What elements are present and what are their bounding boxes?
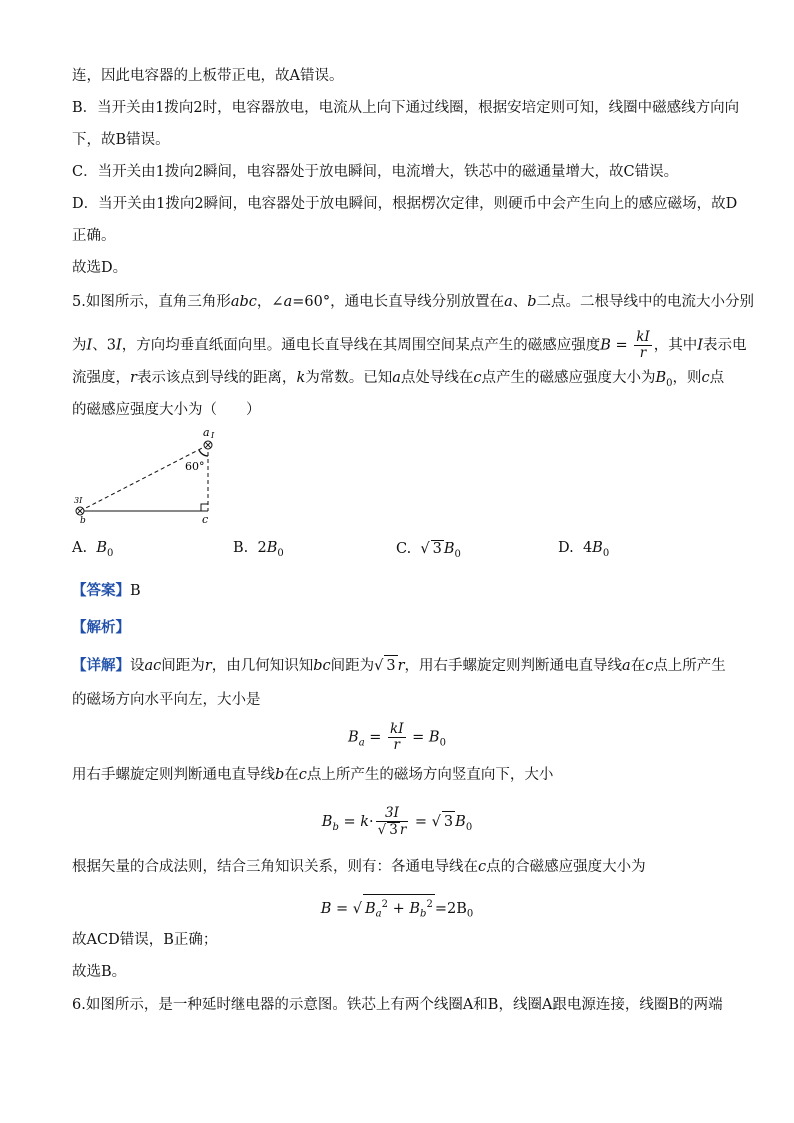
right-angle-mark [201, 504, 208, 511]
label-c: c [202, 513, 209, 525]
label-a-current: I [211, 431, 215, 440]
detail-line-4: 根据矢量的合成法则，结合三角知识关系，则有：各通电导线在c点的合磁感应强度大小为 [72, 859, 646, 875]
text-line: C．当开关由1拨向2瞬间，电容器处于放电瞬间，电流增大，铁芯中的磁通量增大，故C错误。 [72, 164, 679, 180]
answer-line: 【答案】B [72, 582, 141, 599]
analysis-label: 【解析】 [72, 619, 130, 636]
text-line: D．当开关由1拨向2瞬间，电容器处于放电瞬间，根据楞次定律，则硬币中会产生向上的感应磁场，故D [72, 196, 738, 212]
question-5-line-4: 的磁感应强度大小为（ ） [72, 402, 261, 418]
formula-fraction: $\frac{kI}{r}$ [636, 329, 650, 361]
option-b[interactable]: B. $2B_0$ [233, 540, 284, 559]
label-b: b [80, 516, 86, 525]
text-line: 正确。 [72, 228, 116, 244]
label-angle: 60° [185, 460, 205, 473]
detail-line-1: 【详解】设ac间距为r，由几何知识知bc间距为√ 3 r，用右手螺旋定则判断通电直导线a在c点上所产生 [72, 657, 726, 674]
text-line: 连，因此电容器的上板带正电，故A错误。 [72, 68, 344, 84]
text-line: B．当开关由1拨向2时，电容器放电，电流从上向下通过线圈，根据安培定则可知，线圈中磁感线方向向 [72, 100, 740, 116]
equation-3: B = √ $B_a^2 + B_b^2 =2B_0$ [0, 894, 794, 925]
option-c[interactable]: C. √ 3 $B_0$ [396, 541, 461, 560]
label-b-current: 3I [74, 496, 83, 505]
wire-b-cross-icon [76, 507, 84, 515]
detail-line-5: 故ACD错误，B正确； [72, 932, 218, 948]
option-d[interactable]: D. $4B_0$ [558, 540, 610, 559]
question-5-line-3: 流强度，r表示该点到导线的距离，k为常数。已知a点处导线在c点产生的磁感应强度大小为$B_0$，则c点 [72, 370, 725, 389]
angle-arc [199, 450, 208, 456]
wire-a-cross-icon [204, 441, 212, 449]
option-a[interactable]: A. $B_0$ [72, 540, 114, 559]
edge-ab [80, 445, 208, 511]
label-a: a [203, 426, 210, 439]
detail-line-2: 的磁场方向水平向左，大小是 [72, 692, 261, 708]
equation-1: $B_a$ = $\frac{kI}{r}$ = $B_0$ [348, 721, 446, 753]
text-line: 故选D。 [72, 260, 128, 276]
triangle-figure [68, 425, 228, 525]
detail-line-3: 用右手螺旋定则判断通电直导线b在c点上所产生的磁场方向竖直向下，大小 [72, 767, 554, 783]
equation-2: $B_b = k\cdot$ $\frac{3I}{√ 3 r}$ = √ 3 $B_0$ [321, 805, 473, 838]
detail-line-6: 故选B。 [72, 964, 127, 980]
question-5-line-1: 5.如图所示，直角三角形abc，∠a=60°，通电长直导线分别放置在a、b二点。二根导线中的电流大小分别 [72, 294, 755, 310]
text-line: 下，故B错误。 [72, 132, 170, 148]
question-6-line-1: 6.如图所示，是一种延时继电器的示意图。铁芯上有两个线圈A和B，线圈A跟电源连接，线圈B的两端 [72, 997, 723, 1013]
question-5-line-2: 为I、3I，方向均垂直纸面向里。通电长直导线在其周围空间某点产生的磁感应强度B = $\frac{kI}{r}$ ，其中I表示电 [72, 329, 747, 361]
